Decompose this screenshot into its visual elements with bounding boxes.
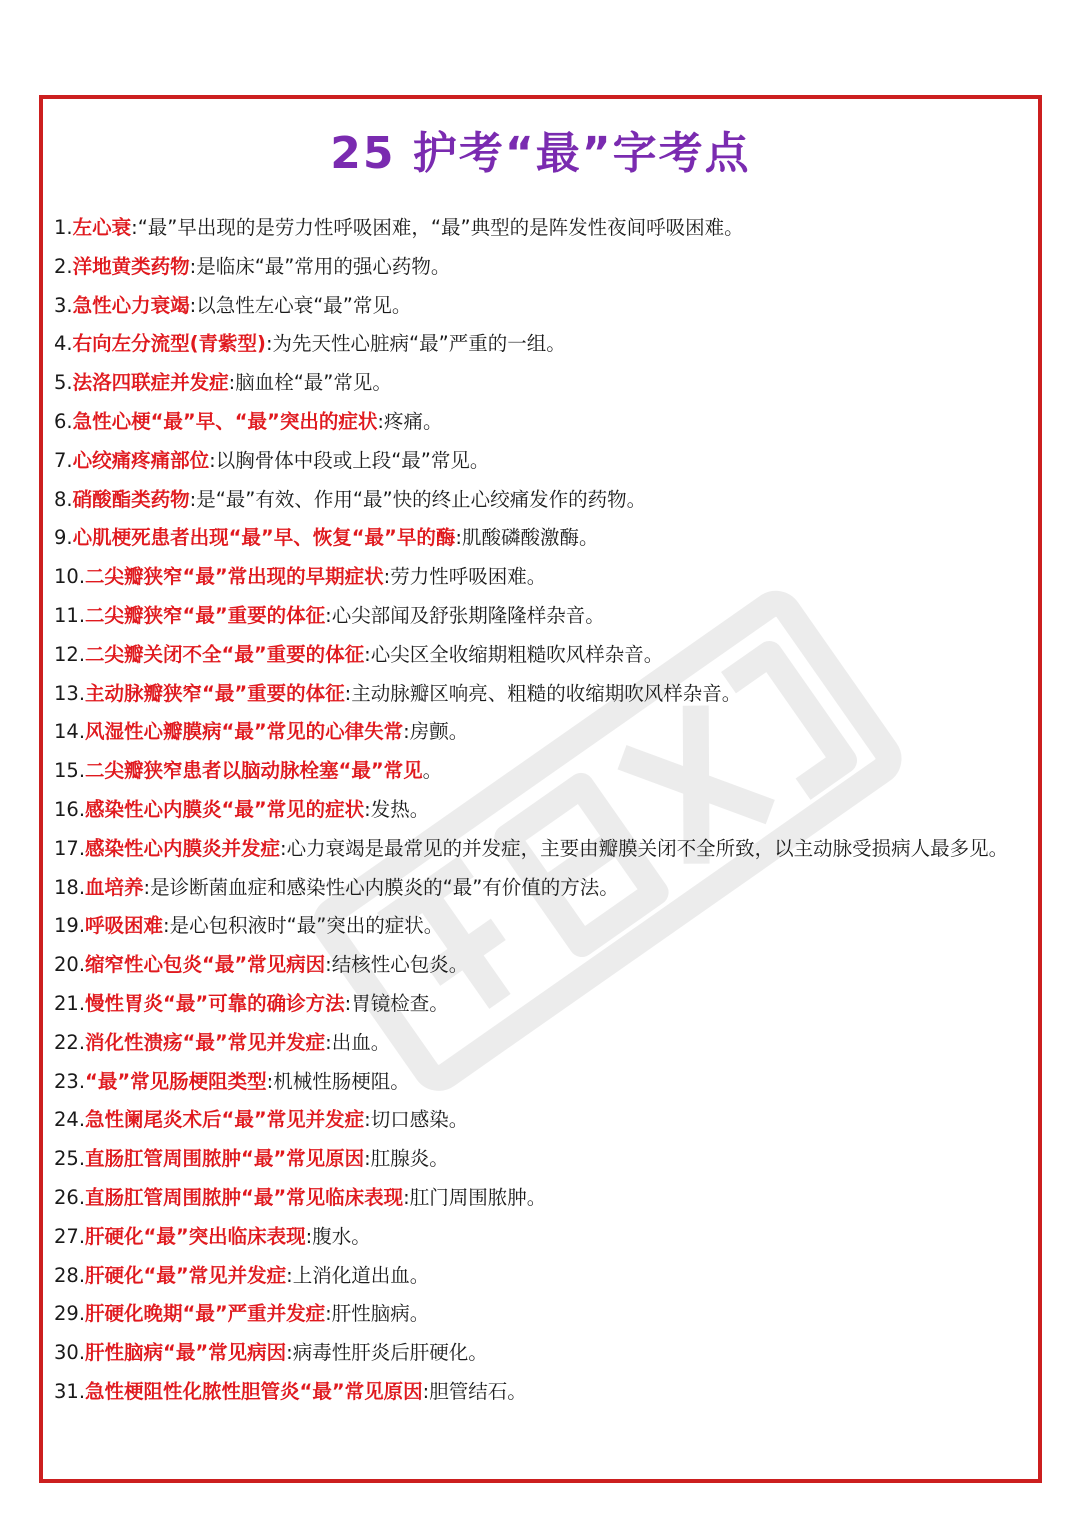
item-description: :“最”早出现的是劳力性呼吸困难，“最”典型的是阵发性夜间呼吸困难。 xyxy=(131,216,744,239)
item-number: 27. xyxy=(54,1224,86,1248)
list-item xyxy=(54,830,1034,869)
list-item xyxy=(54,481,1034,520)
item-description: :上消化道出血。 xyxy=(286,1263,430,1287)
page-frame xyxy=(39,95,1042,1483)
list-item xyxy=(54,597,1034,636)
item-keyword: 消化性溃疡“最”常见并发症 xyxy=(85,1030,326,1054)
item-description: :胆管结石。 xyxy=(422,1379,527,1403)
item-description: :肛门周围脓肿。 xyxy=(403,1185,547,1209)
list-item xyxy=(54,364,1034,403)
item-number: 13. xyxy=(54,681,86,705)
item-description: :出血。 xyxy=(325,1030,391,1054)
list-item xyxy=(54,1101,1034,1140)
item-description: :脑血栓“最”常见。 xyxy=(228,371,392,395)
list-item xyxy=(54,558,1034,597)
item-keyword: 血培养 xyxy=(85,875,144,899)
item-description: :发热。 xyxy=(364,797,430,821)
list-item xyxy=(54,907,1034,946)
item-keyword: 心肌梗死患者出现“最”早、恢复“最”早的酶 xyxy=(72,526,456,550)
item-number: 6. xyxy=(54,409,73,433)
list-item xyxy=(54,1257,1034,1296)
list-item xyxy=(54,1179,1034,1218)
list-item xyxy=(54,1140,1034,1179)
list-item xyxy=(54,675,1034,714)
item-number: 19. xyxy=(54,914,86,938)
item-number: 29. xyxy=(54,1302,86,1326)
item-keyword: 急性心梗“最”早、“最”突出的症状 xyxy=(72,409,378,433)
item-description: :心力衰竭是最常见的并发症，主要由瓣膜关闭不全所致，以主动脉受损病人最多见。 xyxy=(280,836,1009,860)
item-description: :疼痛。 xyxy=(377,409,443,433)
list-item xyxy=(54,287,1034,326)
item-number: 12. xyxy=(54,642,86,666)
list-item xyxy=(54,713,1034,752)
item-description: :切口感染。 xyxy=(364,1108,469,1132)
item-description: :是临床“最”常用的强心药物。 xyxy=(189,254,451,278)
list-item xyxy=(54,209,1034,248)
item-keyword: 慢性胃炎“最”可靠的确诊方法 xyxy=(85,991,345,1015)
item-keyword: 直肠肛管周围脓肿“最”常见临床表现 xyxy=(85,1185,404,1209)
list-item xyxy=(54,1218,1034,1257)
item-number: 17. xyxy=(54,836,86,860)
item-description: :肝性脑病。 xyxy=(325,1302,430,1326)
item-keyword: 硝酸酯类药物 xyxy=(72,487,190,511)
item-keyword: 风湿性心瓣膜病“最”常见的心律失常 xyxy=(85,720,404,744)
item-description: :以急性左心衰“最”常见。 xyxy=(189,293,412,317)
item-number: 21. xyxy=(54,991,86,1015)
item-number: 3. xyxy=(54,293,73,317)
item-description: :以胸骨体中段或上段“最”常见。 xyxy=(209,448,490,472)
item-number: 7. xyxy=(54,448,73,472)
item-number: 4. xyxy=(54,332,73,356)
item-description: :机械性肠梗阻。 xyxy=(266,1069,410,1093)
list-item xyxy=(54,403,1034,442)
item-number: 24. xyxy=(54,1108,86,1132)
list-item xyxy=(54,325,1034,364)
item-description: :是“最”有效、作用“最”快的终止心绞痛发作的药物。 xyxy=(189,487,647,511)
item-number: 18. xyxy=(54,875,86,899)
item-number: 10. xyxy=(54,565,86,589)
item-keyword: 法洛四联症并发症 xyxy=(72,371,229,395)
item-number: 22. xyxy=(54,1030,86,1054)
item-description: :是心包积液时“最”突出的症状。 xyxy=(163,914,444,938)
list-item xyxy=(54,985,1034,1024)
item-keyword: 呼吸困难 xyxy=(85,914,164,938)
item-description: :结核性心包炎。 xyxy=(325,953,469,977)
item-keyword: 二尖瓣关闭不全“最”重要的体征 xyxy=(85,642,365,666)
item-number: 8. xyxy=(54,487,73,511)
item-number: 9. xyxy=(54,526,73,550)
page-title: 25 护考“最”字考点 xyxy=(330,128,751,179)
item-number: 11. xyxy=(54,603,86,627)
item-number: 1. xyxy=(54,216,73,239)
item-description: :心尖区全收缩期粗糙吹风样杂音。 xyxy=(364,642,664,666)
item-description: 。 xyxy=(422,759,443,783)
item-keyword: 肝性脑病“最”常见病因 xyxy=(85,1341,287,1365)
list-item xyxy=(54,1295,1034,1334)
item-description: :病毒性肝炎后肝硬化。 xyxy=(286,1341,488,1365)
item-number: 14. xyxy=(54,720,86,744)
item-list xyxy=(54,209,1034,1412)
item-number: 28. xyxy=(54,1263,86,1287)
item-number: 20. xyxy=(54,953,86,977)
item-keyword: 右向左分流型(青紫型) xyxy=(72,332,266,356)
list-item xyxy=(54,946,1034,985)
list-item xyxy=(54,1063,1034,1102)
item-number: 26. xyxy=(54,1185,86,1209)
item-keyword: 二尖瓣狭窄患者以脑动脉栓塞“最”常见 xyxy=(85,759,423,783)
item-description: :肌酸磷酸激酶。 xyxy=(455,526,599,550)
item-description: :是诊断菌血症和感染性心内膜炎的“最”有价值的方法。 xyxy=(143,875,619,899)
list-item xyxy=(54,1334,1034,1373)
item-keyword: “最”常见肠梗阻类型 xyxy=(85,1069,267,1093)
item-description: :肛腺炎。 xyxy=(364,1147,449,1171)
item-description: :胃镜检查。 xyxy=(344,991,449,1015)
item-description: :房颤。 xyxy=(403,720,469,744)
item-keyword: 心绞痛疼痛部位 xyxy=(72,448,210,472)
item-description: :主动脉瓣区响亮、粗糙的收缩期吹风样杂音。 xyxy=(344,681,742,705)
item-keyword: 主动脉瓣狭窄“最”重要的体征 xyxy=(85,681,345,705)
list-item xyxy=(54,442,1034,481)
list-item xyxy=(54,1024,1034,1063)
item-keyword: 肝硬化晚期“最”严重并发症 xyxy=(85,1302,326,1326)
item-keyword: 直肠肛管周围脓肿“最”常见原因 xyxy=(85,1147,365,1171)
item-keyword: 感染性心内膜炎“最”常见的症状 xyxy=(85,797,365,821)
list-item xyxy=(54,869,1034,908)
item-description: :为先天性心脏病“最”严重的一组。 xyxy=(265,332,566,356)
item-description: :心尖部闻及舒张期隆隆样杂音。 xyxy=(325,603,605,627)
item-keyword: 肝硬化“最”常见并发症 xyxy=(85,1263,287,1287)
item-keyword: 二尖瓣狭窄“最”重要的体征 xyxy=(85,603,326,627)
item-keyword: 二尖瓣狭窄“最”常出现的早期症状 xyxy=(85,565,384,589)
item-keyword: 急性心力衰竭 xyxy=(72,293,190,317)
list-item xyxy=(54,636,1034,675)
list-item xyxy=(54,752,1034,791)
item-number: 16. xyxy=(54,797,86,821)
item-number: 23. xyxy=(54,1069,86,1093)
item-keyword: 左心衰 xyxy=(72,216,132,239)
item-number: 15. xyxy=(54,759,86,783)
item-number: 25. xyxy=(54,1147,86,1171)
item-number: 31. xyxy=(54,1379,86,1403)
item-keyword: 肝硬化“最”突出临床表现 xyxy=(85,1224,306,1248)
item-keyword: 急性梗阻性化脓性胆管炎“最”常见原因 xyxy=(85,1379,423,1403)
item-number: 2. xyxy=(54,254,73,278)
item-number: 30. xyxy=(54,1341,86,1365)
list-item xyxy=(54,791,1034,830)
item-description: :劳力性呼吸困难。 xyxy=(383,565,547,589)
item-number: 5. xyxy=(54,371,73,395)
item-description: :腹水。 xyxy=(305,1224,371,1248)
list-item xyxy=(54,248,1034,287)
list-item xyxy=(54,519,1034,558)
item-keyword: 洋地黄类药物 xyxy=(72,254,190,278)
item-keyword: 缩窄性心包炎“最”常见病因 xyxy=(85,953,326,977)
item-keyword: 急性阑尾炎术后“最”常见并发症 xyxy=(85,1108,365,1132)
item-keyword: 感染性心内膜炎并发症 xyxy=(85,836,281,860)
list-item xyxy=(54,1373,1034,1412)
